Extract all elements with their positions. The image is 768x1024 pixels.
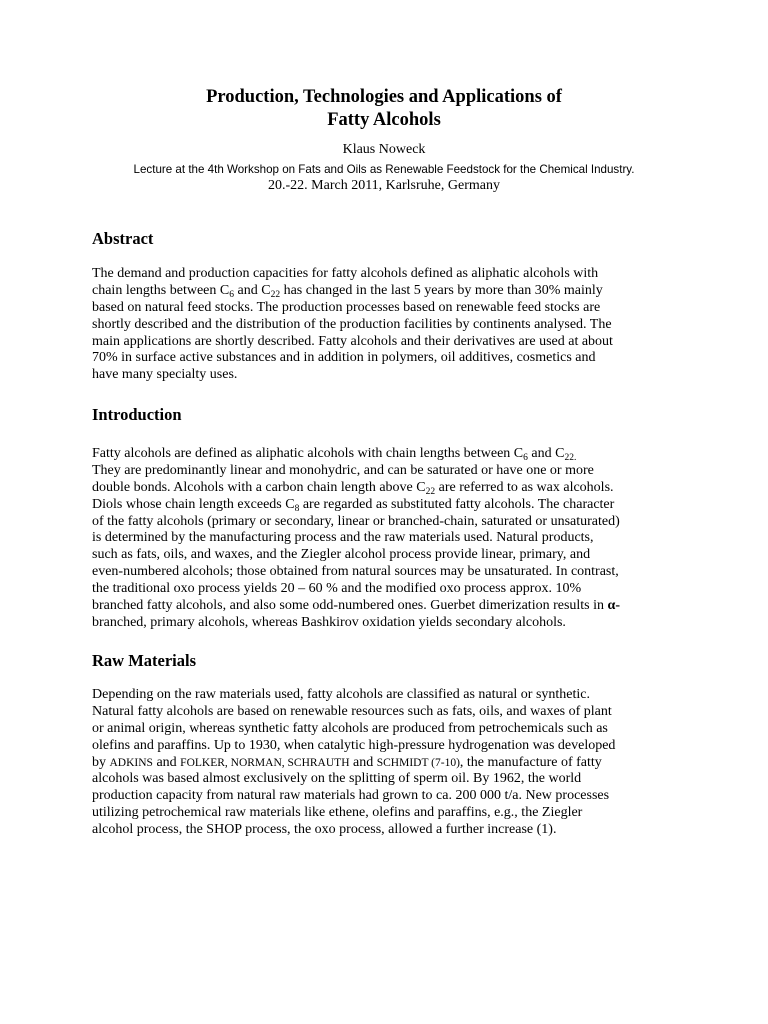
text-line: alcohol process, the SHOP process, the oxo process, allowed a further increase (1). [92, 822, 557, 838]
text-line: alcohols was based almost exclusively on the splitting of sperm oil. By 1962, the world [92, 771, 582, 787]
text-run: has changed in the last 5 years by more than 30% mainly [280, 282, 603, 298]
subscript: 8 [294, 503, 300, 514]
text-line: such as fats, oils, and waxes, and the Ziegler alcohol process provide linear, primary, and [92, 547, 591, 563]
text-run: chain lengths between C [92, 282, 230, 298]
text-line: Natural fatty alcohols are based on renewable resources such as fats, oils, and waxes of plant [92, 703, 612, 719]
author-name: Klaus Noweck [342, 142, 426, 157]
text-line: Depending on the raw materials used, fatty alcohols are classified as natural or synthetic. [92, 687, 590, 702]
text-line: The demand and production capacities for fatty alcohols defined as aliphatic alcohols with [92, 266, 599, 281]
text-run: and [349, 754, 377, 770]
introduction-paragraph [92, 446, 692, 632]
text-run: Fatty alcohols are defined as aliphatic alcohols with chain lengths between C [92, 446, 524, 461]
author-citation: SCHMIDT [376, 756, 429, 769]
text-line [92, 446, 692, 463]
raw-materials-heading: Raw Materials [92, 651, 197, 670]
text-run: and C [234, 282, 271, 298]
text-run: by [92, 754, 110, 770]
author-citation: FOLKER, NORMAN, SCHRAUTH [180, 756, 350, 769]
text-line: is determined by the manufacturing process and the raw materials used. Natural products, [92, 530, 594, 546]
title-line-2: Fatty Alcohols [327, 110, 441, 130]
text-line: olefins and paraffins. Up to 1930, when catalytic high-pressure hydrogenation was developed [92, 737, 616, 753]
subscript: 22 [270, 289, 281, 300]
text-line: of the fatty alcohols (primary or secondary, linear or branched-chain, saturated or unsaturated) [92, 513, 620, 529]
alpha-symbol: α- [607, 598, 621, 614]
text-line [92, 755, 692, 772]
subscript: 6 [229, 289, 234, 300]
subscript: 22. [564, 453, 577, 463]
text-line: production capacity from natural raw materials had grown to ca. 200 000 t/a. New processes [92, 788, 610, 804]
text-line: main applications are shortly described. Fatty alcohols and their derivatives are used at about [92, 333, 613, 349]
text-line: shortly described and the distribution of the production facilities by continents analysed. The [92, 316, 612, 332]
text-line: the traditional oxo process yields 20 – 60 % and the modified oxo process approx. 10% [92, 581, 582, 597]
text-line [92, 497, 692, 514]
paper-title [0, 86, 768, 132]
abstract-paragraph [92, 266, 692, 384]
raw-materials-paragraph [92, 687, 692, 839]
text-run: branched fatty alcohols, and also some odd-numbered ones. Guerbet dimerization results in [92, 598, 608, 614]
text-line [92, 480, 692, 497]
abstract-heading: Abstract [92, 229, 154, 248]
text-line: based on natural feed stocks. The production processes based on renewable feed stocks are [92, 299, 601, 315]
text-line [92, 283, 692, 300]
reference-number: (7-10) [428, 756, 460, 769]
text-line: have many specialty uses. [92, 367, 238, 383]
author-citation: ADKINS [109, 756, 153, 769]
text-run: are referred to as wax alcohols. [435, 479, 614, 495]
introduction-heading: Introduction [92, 405, 182, 424]
text-line: or animal origin, whereas synthetic fatty alcohols are produced from petrochemicals such as [92, 720, 608, 736]
lecture-note: Lecture at the 4th Workshop on Fats and Oils as Renewable Feedstock for the Chemical Industry. [133, 163, 635, 176]
text-run: and [152, 754, 181, 770]
event-dates: 20.-22. March 2011, Karlsruhe, Germany [268, 178, 500, 193]
text-line: even-numbered alcohols; those obtained from natural sources may be unsaturated. In contrast, [92, 564, 619, 580]
text-run: double bonds. Alcohols with a carbon chain length above C [92, 479, 426, 495]
text-line [92, 598, 692, 615]
text-run: and C [527, 446, 565, 461]
text-line: utilizing petrochemical raw materials like ethene, olefins and paraffins, e.g., the Ziegler [92, 805, 583, 821]
text-line: They are predominantly linear and monohydric, and can be saturated or have one or more [92, 462, 594, 478]
text-run: , the manufacture of fatty [459, 754, 602, 770]
text-line: branched, primary alcohols, whereas Bashkirov oxidation yields secondary alcohols. [92, 614, 566, 630]
text-line: 70% in surface active substances and in addition in polymers, oil additives, cosmetics and [92, 350, 596, 366]
subscript: 22 [425, 486, 436, 497]
text-run: Diols whose chain length exceeds C [92, 496, 295, 512]
title-line-1: Production, Technologies and Applications of [206, 87, 562, 107]
text-run: are regarded as substituted fatty alcohols. The character [299, 496, 615, 512]
subscript: 6 [523, 453, 528, 463]
